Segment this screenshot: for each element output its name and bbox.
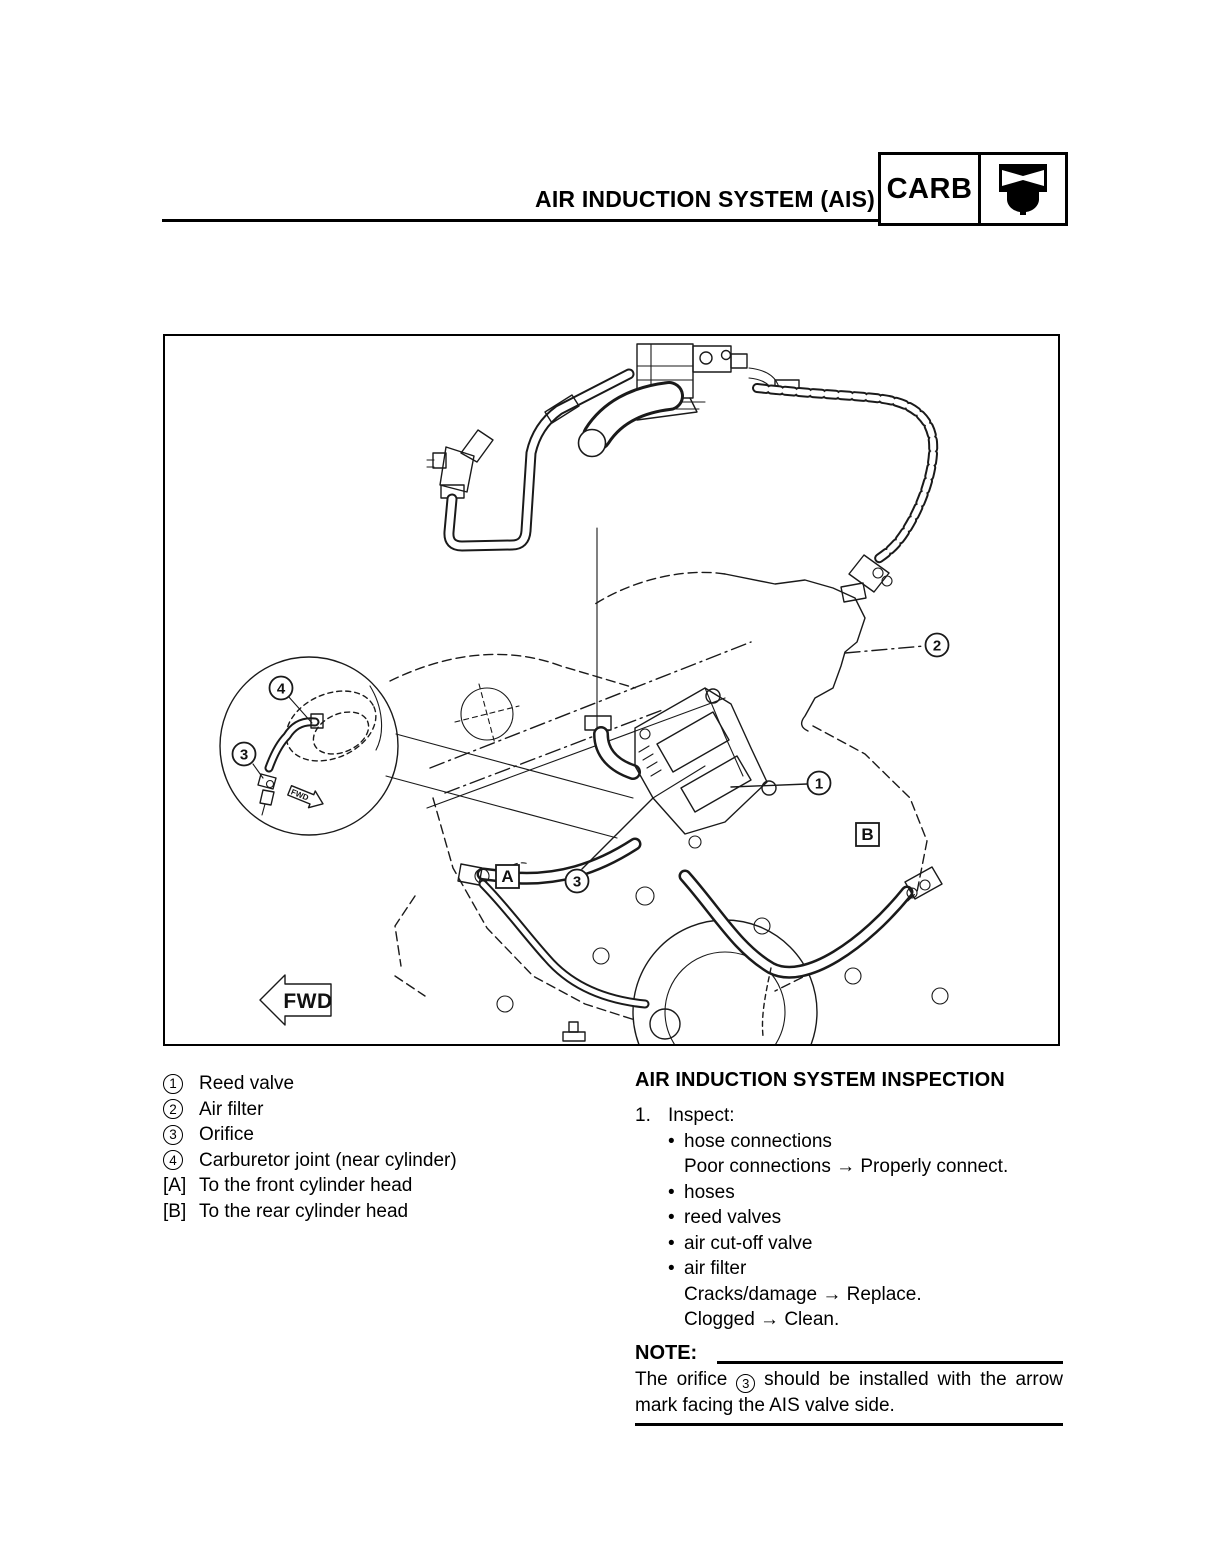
legend-item-front-head: [A] To the front cylinder head bbox=[163, 1173, 457, 1199]
circled-3: 3 bbox=[163, 1125, 183, 1145]
carb-label: CARB bbox=[881, 155, 981, 223]
right-hose-dashed bbox=[757, 388, 933, 602]
legend-item-rear-head: [B] To the rear cylinder head bbox=[163, 1199, 457, 1225]
circled-1: 1 bbox=[163, 1074, 183, 1094]
front-cylinder-outline bbox=[433, 798, 635, 1020]
callout-2 bbox=[845, 634, 949, 657]
fwd-arrow bbox=[260, 975, 333, 1025]
legend-item-reed-valve: 1 Reed valve bbox=[163, 1071, 457, 1097]
note-rule bbox=[717, 1344, 1063, 1364]
air-cutoff-valve-fitting bbox=[427, 430, 493, 498]
circled-4: 4 bbox=[163, 1150, 183, 1170]
label-a bbox=[496, 865, 519, 888]
bullet-hoses: • hoses bbox=[668, 1181, 735, 1203]
bullet-hose-connections: • hose connections bbox=[668, 1130, 832, 1152]
note-text: The orifice 3 should be installed with the arrow mark facing the AIS valve side. bbox=[635, 1368, 1064, 1416]
svg-text:3: 3 bbox=[239, 746, 249, 764]
circled-2: 2 bbox=[163, 1099, 183, 1119]
section-title: AIR INDUCTION SYSTEM INSPECTION bbox=[635, 1069, 1005, 1091]
label-b bbox=[856, 823, 879, 846]
carb-box bbox=[878, 152, 1068, 226]
bullet-reed-valves: • reed valves bbox=[668, 1207, 782, 1228]
step-1: 1. Inspect: bbox=[635, 1105, 735, 1126]
diagram-svg bbox=[165, 336, 1058, 1044]
legend-item-carb-joint: 4 Carburetor joint (near cylinder) bbox=[163, 1148, 457, 1174]
diagram-legend bbox=[163, 1071, 457, 1224]
bullet-air-cutoff-valve: • air cut-off valve bbox=[668, 1232, 813, 1254]
page-title: AIR INDUCTION SYSTEM (AIS) bbox=[535, 186, 875, 212]
svg-text:3: 3 bbox=[572, 873, 582, 891]
bracket-a: [A] bbox=[163, 1175, 187, 1196]
svg-text:B: B bbox=[861, 825, 874, 844]
bullet-sub-clogged: Clogged → Clean. bbox=[684, 1309, 840, 1330]
fwd-small-stamp bbox=[286, 782, 326, 812]
legend-item-air-filter: 2 Air filter bbox=[163, 1097, 457, 1123]
bullet-sub-cracks: Cracks/damage → Replace. bbox=[684, 1283, 922, 1305]
inspection-bullets bbox=[635, 1129, 1063, 1333]
note-heading bbox=[635, 1338, 1063, 1364]
diagram-frame bbox=[163, 334, 1060, 1046]
circled-3-inline: 3 bbox=[736, 1374, 755, 1393]
inspection-section bbox=[635, 1069, 1063, 1426]
note-label: NOTE: bbox=[635, 1341, 698, 1364]
svg-text:FWD: FWD bbox=[283, 990, 333, 1013]
left-hose bbox=[449, 374, 629, 546]
inset-detail bbox=[220, 657, 398, 835]
air-filter-outline bbox=[595, 572, 865, 731]
note-bottom-rule bbox=[635, 1423, 1063, 1426]
bullet-sub-poor-connections: Poor connections → Properly connect. bbox=[684, 1156, 1009, 1177]
legend-item-orifice: 3 Orifice bbox=[163, 1122, 457, 1148]
bracket-b: [B] bbox=[163, 1200, 187, 1222]
svg-text:A: A bbox=[501, 867, 514, 886]
svg-text:1: 1 bbox=[814, 775, 824, 793]
svg-text:4: 4 bbox=[276, 680, 286, 698]
crankcase bbox=[497, 887, 948, 1044]
reed-valve-assembly bbox=[585, 688, 776, 848]
svg-text:FWD: FWD bbox=[289, 787, 310, 803]
hose-to-front-cylinder bbox=[458, 844, 635, 885]
bullet-air-filter: • air filter bbox=[668, 1258, 747, 1279]
boss-detail bbox=[455, 684, 519, 744]
header-rule bbox=[162, 219, 878, 222]
air-supply-hose bbox=[579, 396, 670, 457]
svg-text:2: 2 bbox=[932, 637, 942, 655]
carburetor-icon bbox=[981, 155, 1065, 223]
